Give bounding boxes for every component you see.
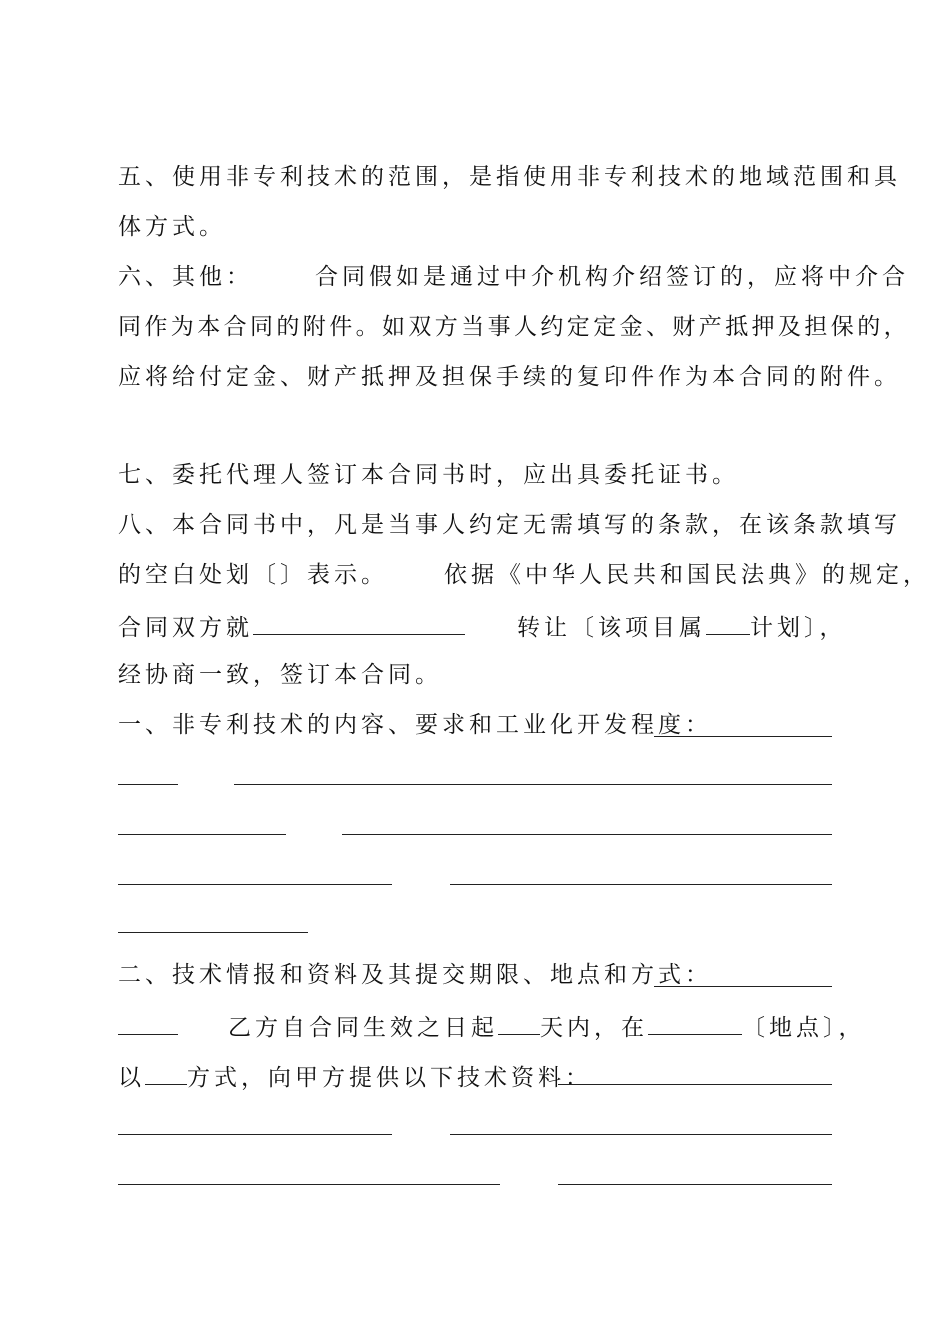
clause2-line2-c: 〔地点〕， [742, 1015, 866, 1041]
section8-line3 [118, 610, 847, 641]
blank-plan-field[interactable] [706, 610, 750, 635]
blank-method-field[interactable] [145, 1060, 187, 1085]
section5-line1: 五、使用非专利技术的范围，是指使用非专利技术的地域范围和具 [118, 164, 901, 190]
section6-line1 [118, 262, 909, 292]
section8-line1: 八、本合同书中，凡是当事人约定无需填写的条款，在该条款填写 [118, 512, 901, 538]
section8-line2-a: 的空白处划〔〕表示。 [118, 562, 388, 588]
clause2-line3-a: 以 [118, 1065, 145, 1091]
clause1-blank-8[interactable] [118, 932, 308, 933]
clause2-blank-6[interactable] [118, 1184, 500, 1185]
clause2-blank-2[interactable] [118, 1010, 178, 1035]
section8-line2-b: 依据《中华人民共和国民法典》的规定， [444, 562, 930, 588]
clause2-blank-3[interactable] [558, 1084, 832, 1085]
clause2-line2 [118, 1010, 866, 1041]
section6-text: 合同假如是通过中介机构介绍签订的，应将中介合 [315, 264, 909, 290]
section8-line2 [118, 560, 930, 590]
section6-heading: 六、其他： [118, 264, 253, 290]
clause1-blank-2[interactable] [118, 784, 178, 785]
clause1-blank-6[interactable] [118, 884, 392, 885]
clause2-blank-1[interactable] [654, 986, 832, 987]
section5-line2: 体方式。 [118, 214, 226, 240]
clause2-heading: 二、技术情报和资料及其提交期限、地点和方式： [118, 962, 712, 988]
clause1-blank-7[interactable] [450, 884, 832, 885]
section8-line3-a: 合同双方就 [118, 615, 253, 641]
clause1-blank-5[interactable] [342, 834, 832, 835]
section7-line1: 七、委托代理人签订本合同书时，应出具委托证书。 [118, 462, 739, 488]
clause1-blank-4[interactable] [118, 834, 286, 835]
section6-line3: 应将给付定金、财产抵押及担保手续的复印件作为本合同的附件。 [118, 364, 901, 390]
blank-subject-field[interactable] [253, 610, 465, 635]
clause2-line2-a: 乙方自合同生效之日起 [228, 1015, 498, 1041]
clause2-blank-5[interactable] [450, 1134, 832, 1135]
section8-line3-c: 计划〕， [750, 615, 847, 641]
clause2-blank-4[interactable] [118, 1134, 392, 1135]
clause1-heading: 一、非专利技术的内容、要求和工业化开发程度： [118, 712, 712, 738]
section6-line2: 同作为本合同的附件。如双方当事人约定定金、财产抵押及担保的， [118, 314, 910, 340]
blank-location-field[interactable] [648, 1010, 742, 1035]
clause1-blank-3[interactable] [234, 784, 832, 785]
clause1-blank-1[interactable] [654, 736, 832, 737]
clause2-line2-b: 天内，在 [540, 1015, 648, 1041]
clause2-blank-7[interactable] [558, 1184, 832, 1185]
clause2-line3 [118, 1060, 834, 1090]
blank-days-field[interactable] [498, 1010, 540, 1035]
section8-line4: 经协商一致，签订本合同。 [118, 662, 442, 688]
clause2-line3-b: 方式，向甲方提供以下技术资料： [187, 1065, 592, 1091]
section8-line3-b: 转让〔该项目属 [517, 615, 706, 641]
